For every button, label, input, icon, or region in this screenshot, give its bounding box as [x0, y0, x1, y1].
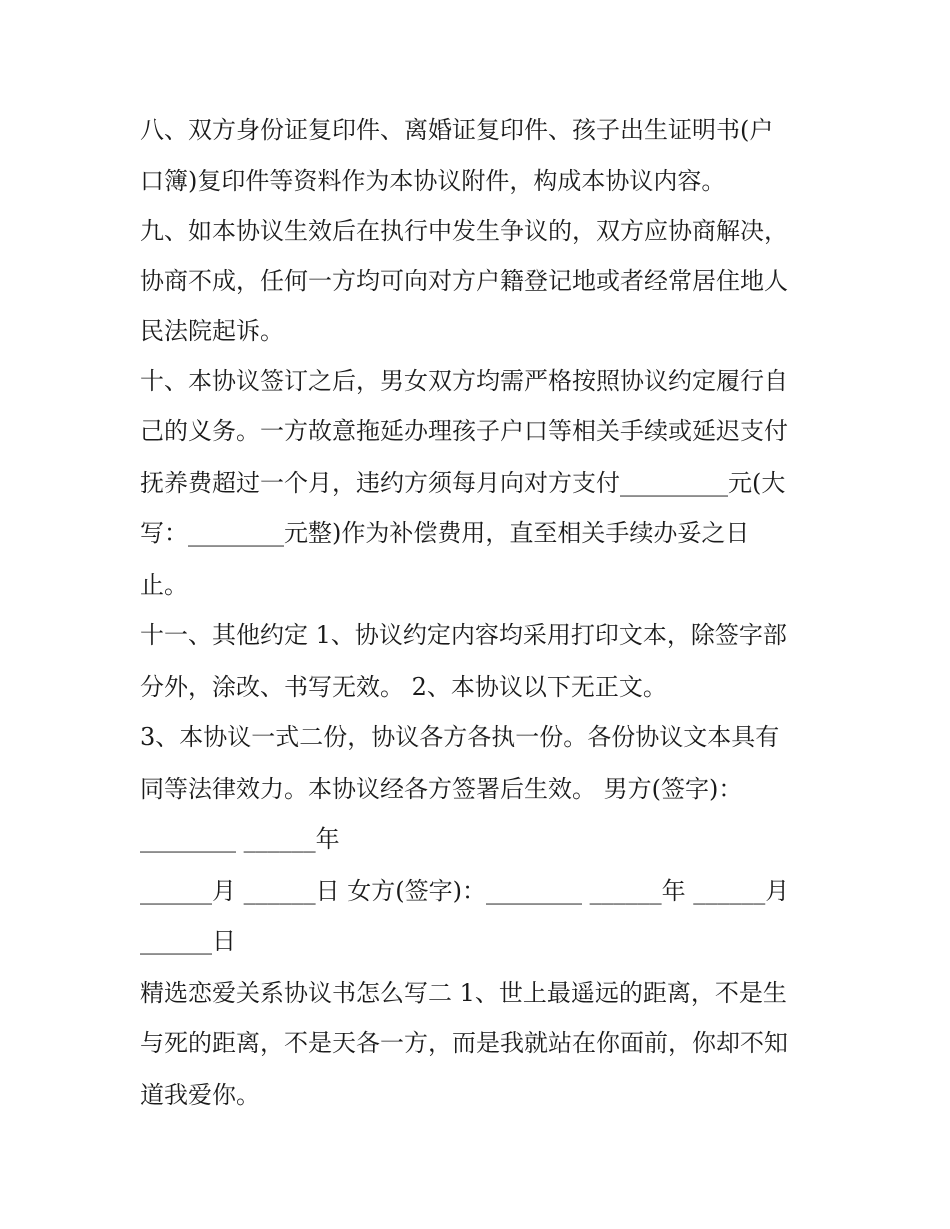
- text-line: 协商不成，任何一方均可向对方户籍登记地或者经常居住地人: [140, 267, 788, 295]
- text-line: 精选恋爱关系协议书怎么写二 1、世上最遥远的距离，不是生: [140, 979, 787, 1007]
- text-line: 分外，涂改、书写无效。 2、本协议以下无正文。: [140, 673, 667, 701]
- text-line: 止。: [140, 571, 188, 599]
- text-line: 同等法律效力。本协议经各方签署后生效。 男方(签字)：: [140, 775, 743, 803]
- text-line: 八、双方身份证复印件、离婚证复印件、孩子出生证明书(户: [140, 116, 774, 144]
- signature-line: ________ ______年: [140, 825, 340, 853]
- text-line: 抚养费超过一个月，违约方须每月向对方支付_________元(大: [140, 469, 786, 497]
- text-line: 十、本协议签订之后，男女双方均需严格按照协议约定履行自: [140, 367, 788, 395]
- text-line: 民法院起诉。: [140, 317, 284, 345]
- text-line: 口簿)复印件等资料作为本协议附件，构成本协议内容。: [140, 167, 726, 195]
- text-line: 道我爱你。: [140, 1081, 260, 1109]
- text-line: 十一、其他约定 1、协议约定内容均采用打印文本，除签字部: [140, 621, 787, 649]
- signature-line: ______日: [140, 927, 236, 955]
- text-line: 己的义务。一方故意拖延办理孩子户口等相关手续或延迟支付: [140, 417, 788, 445]
- signature-line: ______月 ______日 女方(签字)：________ ______年 ______月: [140, 877, 790, 905]
- text-line: 与死的距离，不是天各一方，而是我就站在你面前，你却不知: [140, 1029, 788, 1057]
- text-line: 写：________元整)作为补偿费用，直至相关手续办妥之日: [140, 519, 750, 547]
- text-line: 九、如本协议生效后在执行中发生争议的，双方应协商解决，: [140, 217, 788, 245]
- text-line: 3、本协议一式二份，协议各方各执一份。各份协议文本具有: [140, 723, 780, 751]
